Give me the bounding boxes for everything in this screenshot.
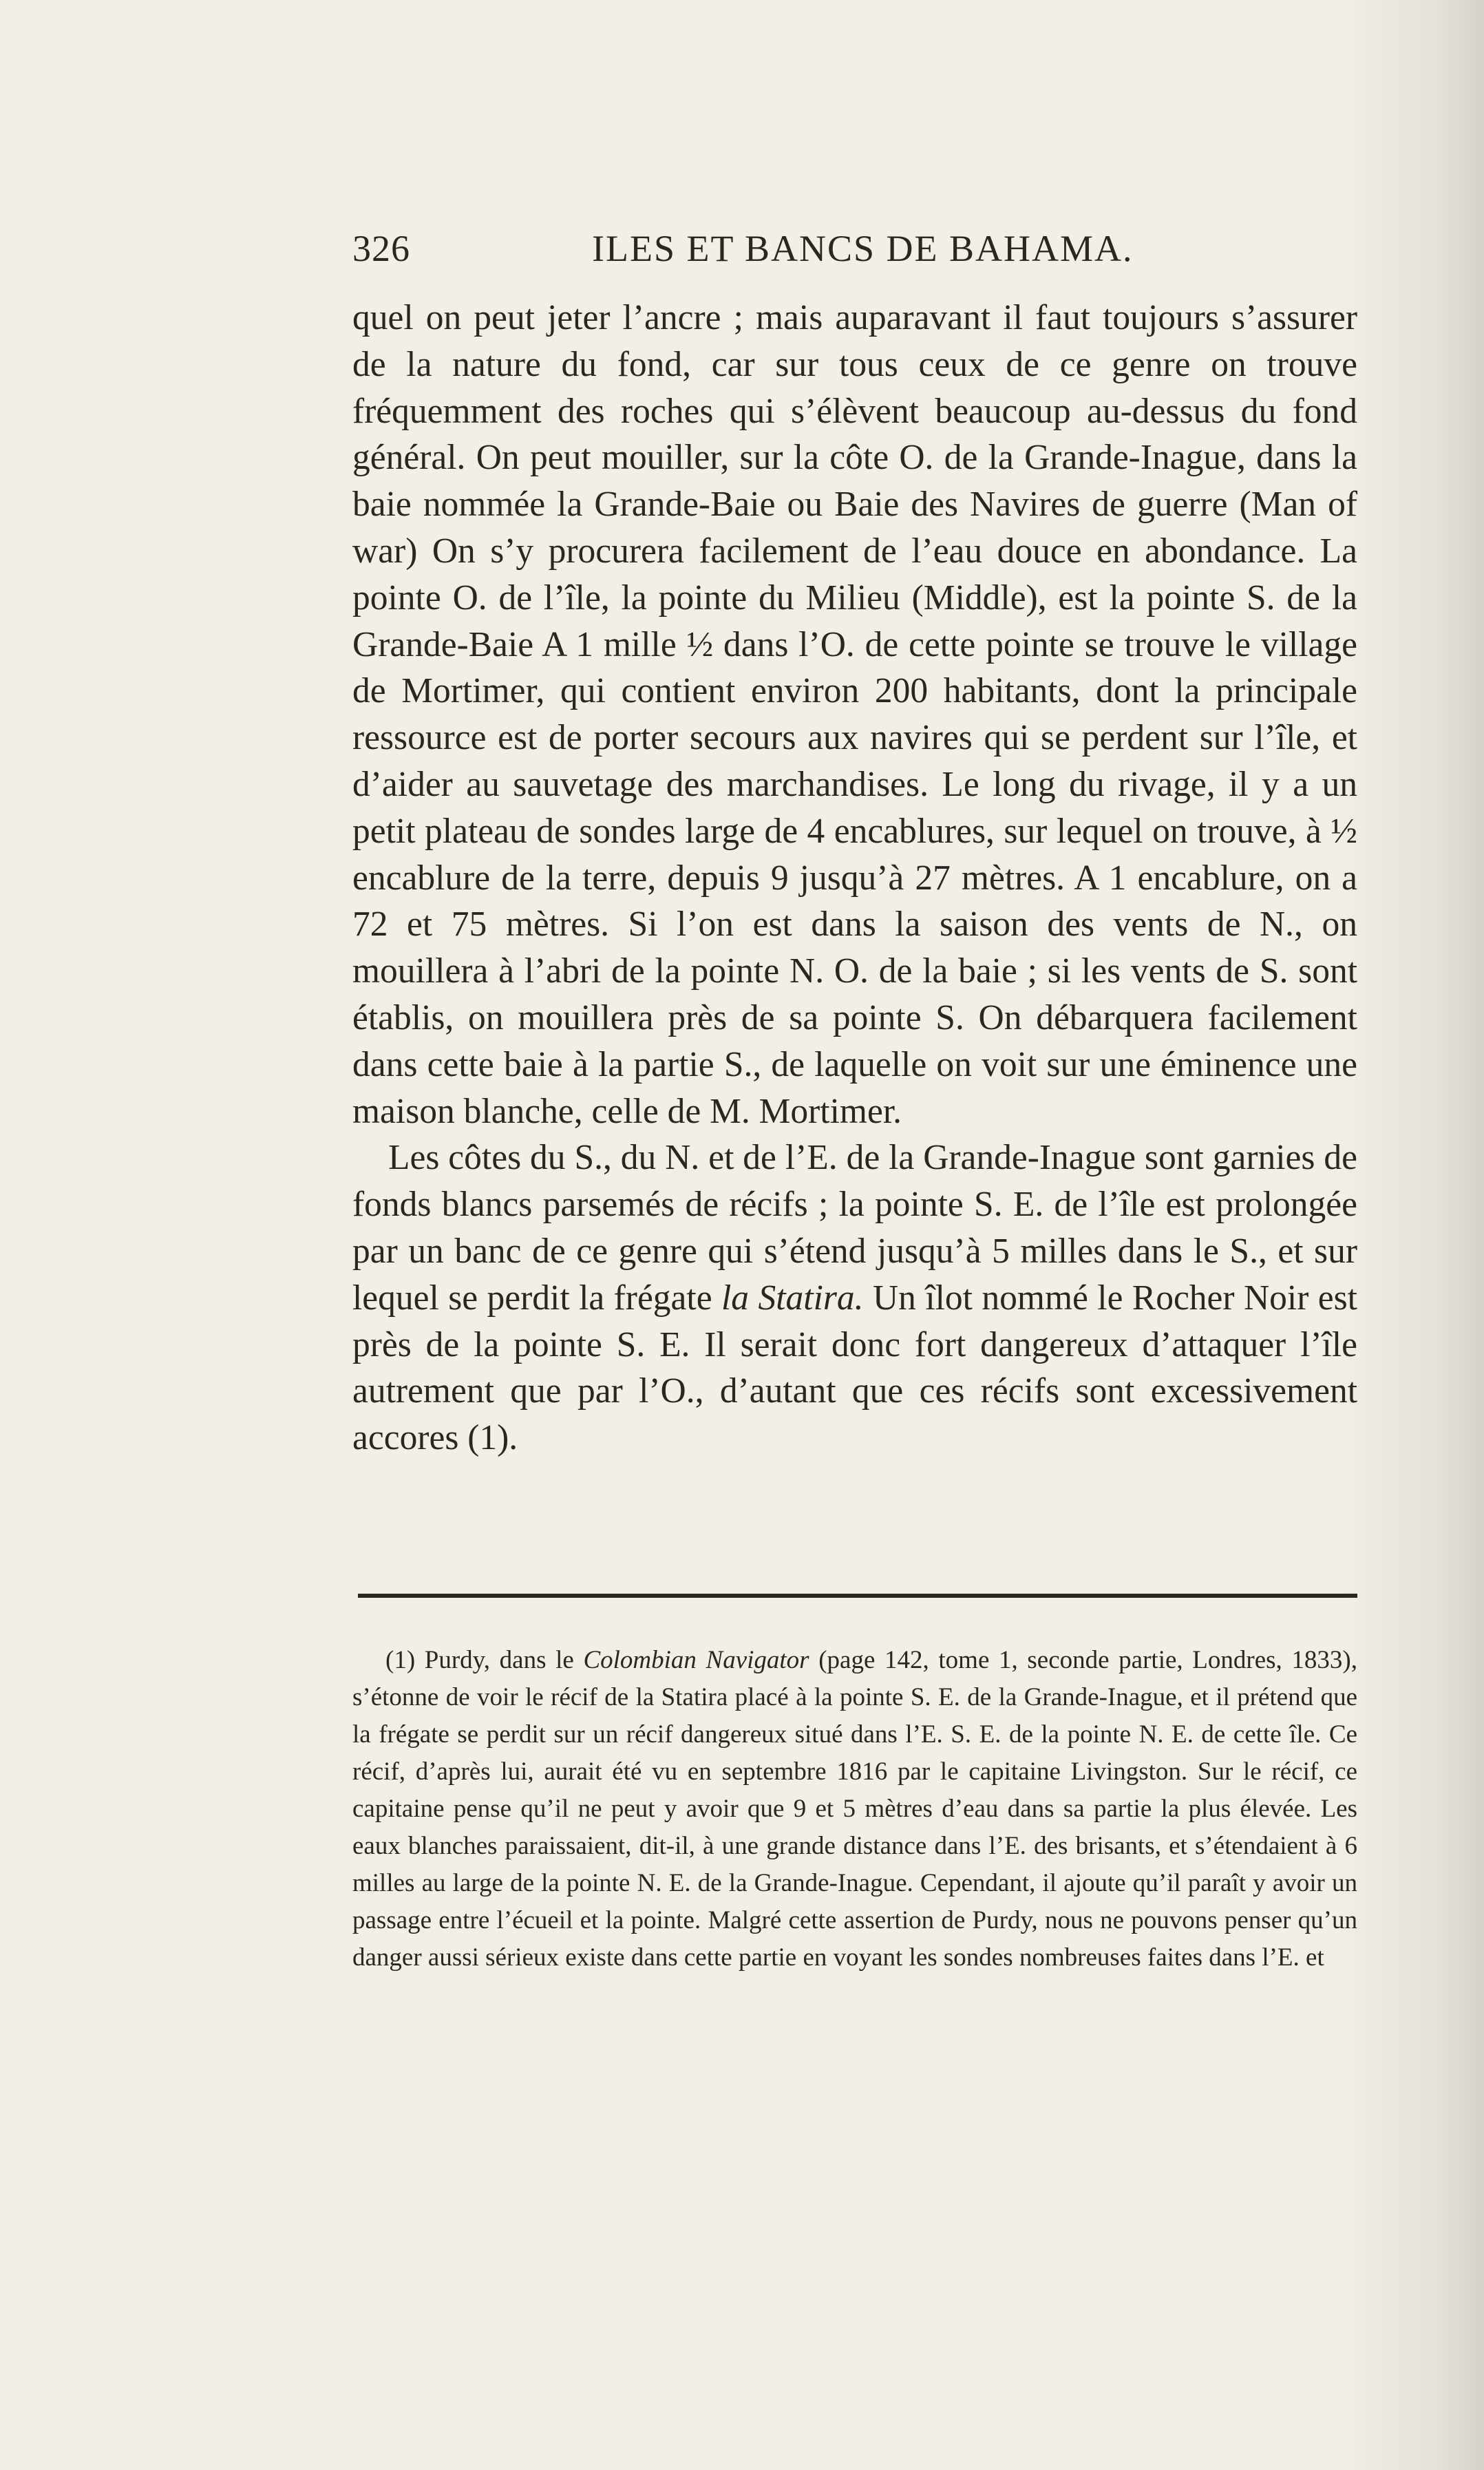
paragraph-2-part-1: Les côtes du S., du N. et de l’E. de la Grande-Inague sont garnies de fonds blancs parsemés de récifs ; la pointe S. E. de l’île est prolongée par un banc de ce genre qui s’étend jusqu’à 5 milles dans le S., et sur lequel se perdit la frégate: [352, 1138, 1357, 1318]
running-title: ILES ET BANCS DE BAHAMA.: [592, 228, 1134, 269]
fraction-half-2: ½: [1331, 811, 1357, 851]
ship-name: la Statira.: [721, 1278, 864, 1318]
main-text: [352, 295, 1357, 1461]
paragraph-2-part-2: Un îlot nommé le Rocher Noir est près de la pointe S. E. Il serait donc fort dangereux d’attaquer l’île autrement que par l’O., d’autant que ces récifs sont excessivement accores (1).: [352, 1278, 1357, 1458]
footnote-part-2: (page 142, tome 1, seconde partie, Londres, 1833), s’étonne de voir le récif de la Statira placé à la pointe S. E. de la Grande-Inague, et il prétend que la frégate se perdit sur un récif dangereux situé dans l’E. S. E. de la pointe N. E. de cette île. Ce récif, d’après lui, aurait été vu en septembre 1816 par le capitaine Livingston. Sur le récif, ce capitaine pense qu’il ne peut y avoir que 9 et 5 mètres d’eau dans sa partie la plus élevée. Les eaux blanches paraissaient, dit-il, à une grande distance dans l’E. des brisants, et s’étendaient à 6 milles au large de la pointe N. E. de la Grande-Inague. Cependant, il ajoute qu’il paraît y avoir un passage entre l’écueil et la pointe. Malgré cette assertion de Purdy, nous ne pouvons penser qu’un danger aussi sérieux existe dans cette partie en voyant les sondes nombreuses faites dans l’E. et: [352, 1646, 1357, 1972]
paragraph-1: [352, 295, 1357, 1134]
page-header: [352, 227, 1357, 282]
paragraph-1-part-2: dans l’O. de cette pointe se trouve le village de Mortimer, qui contient environ 200 habitants, dont la principale ressource est de porter secours aux navires qui se perdent sur l’île, et d’aider au sauvetage des marchandises. Le long du rivage, il y a un petit plateau de sondes large de 4 encablures, sur lequel on trouve, à: [352, 624, 1357, 851]
footnote: [352, 1642, 1357, 1976]
footnote-divider: [358, 1594, 1357, 1598]
page-number: 326: [352, 228, 410, 269]
paragraph-1-part-1: quel on peut jeter l’ancre ; mais auparavant il faut toujours s’assurer de la nature du fond, car sur tous ceux de ce genre on trouve fréquemment des roches qui s’élèvent beaucoup au-dessus du fond général. On peut mouiller, sur la côte O. de la Grande-Inague, dans la baie nommée la Grande-Baie ou Baie des Navires de guerre (Man of war) On s’y procurera facilement de l’eau douce en abondance. La pointe O. de l’île, la pointe du Milieu (Middle), est la pointe S. de la Grande-Baie A 1 mille: [352, 298, 1357, 664]
paragraph-2: [352, 1134, 1357, 1461]
fraction-half-1: ½: [686, 624, 714, 664]
footnote-book-title: Colombian Navigator: [583, 1646, 809, 1674]
paragraph-1-part-3: encablure de la terre, depuis 9 jusqu’à 27 mètres. A 1 encablure, on a 72 et 75 mètres. Si l’on est dans la saison des vents de N., on mouillera à l’abri de la pointe N. O. de la baie ; si les vents de S. sont établis, on mouillera près de sa pointe S. On débarquera facilement dans cette baie à la partie S., de laquelle on voit sur une éminence une maison blanche, celle de M. Mortimer.: [352, 858, 1357, 1131]
footnote-paragraph: [352, 1642, 1357, 1976]
footnote-part-1: (1) Purdy, dans le: [385, 1646, 584, 1674]
